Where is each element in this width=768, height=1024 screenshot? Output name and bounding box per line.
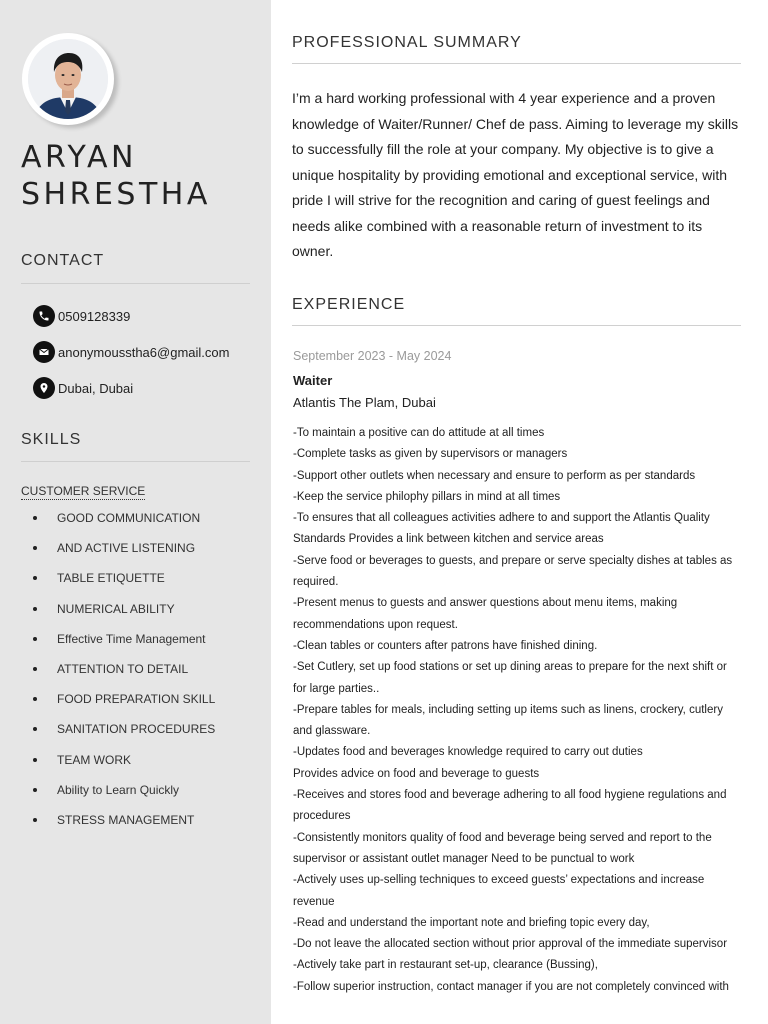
contact-divider	[21, 283, 250, 284]
map-pin-icon	[33, 377, 55, 399]
duty-line: -Do not leave the allocated section without prior approval of the immediate supervisor	[293, 938, 728, 951]
duty-line: -Complete tasks as given by supervisors or managers	[293, 448, 568, 461]
duty-line: -Clean tables or counters after patrons have finished dining.	[293, 639, 598, 652]
job-dates: September 2023 - May 2024	[293, 349, 452, 363]
duty-line: Standards Provides a link between kitchen and service areas	[293, 533, 604, 546]
duty-line: procedures	[293, 810, 351, 823]
location-text: Dubai, Dubai	[58, 380, 134, 396]
skills-list	[33, 503, 215, 835]
duty-line: -Keep the service philophy pillars in mind at all times	[293, 490, 561, 503]
skills-heading: SKILLS	[21, 431, 82, 448]
job-company: Atlantis The Plam, Dubai	[293, 395, 436, 410]
phone-text: 0509128339	[58, 308, 131, 324]
duty-line: -Follow superior instruction, contact manager if you are not completely convinced with	[293, 980, 729, 993]
duty-line: Provides advice on food and beverage to guests	[293, 767, 540, 780]
email-text[interactable]: anonymousstha6@gmail.com	[58, 344, 230, 360]
skill-item: Effective Time Management	[33, 624, 215, 654]
skill-item: Ability to Learn Quickly	[33, 775, 215, 805]
phone-icon	[33, 305, 55, 327]
duty-line: required.	[293, 576, 339, 589]
first-name: ARYAN	[21, 140, 137, 175]
duty-line: recommendations upon request.	[293, 618, 458, 631]
avatar	[28, 39, 108, 119]
contact-heading: CONTACT	[21, 252, 105, 269]
contact-phone	[33, 305, 130, 327]
duty-line: -Updates food and beverages knowledge required to carry out duties	[293, 746, 643, 759]
candidate-name	[21, 139, 211, 213]
experience-heading: EXPERIENCE	[292, 296, 406, 313]
duty-line: -Actively uses up-selling techniques to exceed guests’ expectations and increase	[293, 874, 705, 887]
skill-item: TEAM WORK	[33, 745, 215, 775]
duty-line: -Receives and stores food and beverage adhering to all food hygiene regulations and	[293, 789, 727, 802]
main-content	[271, 0, 768, 1024]
duty-line: for large parties..	[293, 682, 380, 695]
duty-line: and glassware.	[293, 725, 371, 738]
skill-item: AND ACTIVE LISTENING	[33, 533, 215, 563]
skills-category: CUSTOMER SERVICE	[21, 484, 146, 498]
duty-line: -Read and understand the important note and briefing topic every day,	[293, 916, 650, 929]
duty-line: -Actively take part in restaurant set-up, clearance (Bussing),	[293, 959, 598, 972]
skill-item: TABLE ETIQUETTE	[33, 563, 215, 593]
skill-item: NUMERICAL ABILITY	[33, 594, 215, 624]
duty-line: -Set Cutlery, set up food stations or set up dining areas to prepare for the next shift or	[293, 661, 727, 674]
experience-divider	[292, 325, 741, 326]
summary-text: I’m a hard working professional with 4 year experience and a proven knowledge of Waiter/Runner/ Chef de pass. Aiming to leverage my skills to successfully fill the role at your company. My objective is to give a unique hospitality by providing emotional and exceptional service, with pride I will strive for the recognition and caring of guest feelings and needs alike combined with a reasonable return of investment to its owner.	[292, 90, 739, 259]
duty-line: revenue	[293, 895, 335, 908]
avatar-frame	[22, 33, 124, 128]
duty-line: -Support other outlets when necessary and ensure to perform as per standards	[293, 469, 696, 482]
last-name: SHRESTHA	[21, 177, 211, 212]
skill-item: STRESS MANAGEMENT	[33, 805, 215, 835]
duty-line: -Prepare tables for meals, including setting up items such as linens, crockery, cutlery	[293, 703, 723, 716]
duty-line: -To ensures that all colleagues activities adhere to and support the Atlantis Quality	[293, 512, 710, 525]
skill-item: FOOD PREPARATION SKILL	[33, 684, 215, 714]
skill-item: GOOD COMMUNICATION	[33, 503, 215, 533]
summary-divider	[292, 63, 741, 64]
skill-item: SANITATION PROCEDURES	[33, 714, 215, 744]
envelope-icon	[33, 341, 55, 363]
duties-list	[293, 423, 745, 998]
duty-line: -Serve food or beverages to guests, and prepare or serve specialty dishes at tables as	[293, 554, 733, 567]
sidebar	[0, 0, 271, 1024]
profile-photo	[28, 39, 108, 119]
job-title: Waiter	[293, 373, 333, 388]
duty-line: supervisor or assistant outlet manager Need to be punctual to work	[293, 852, 635, 865]
duty-line: -To maintain a positive can do attitude at all times	[293, 427, 545, 439]
duty-line: -Present menus to guests and answer questions about menu items, making	[293, 597, 678, 610]
skills-divider	[21, 461, 250, 462]
contact-location	[33, 377, 133, 399]
duty-line: -Consistently monitors quality of food and beverage being served and report to the	[293, 831, 712, 844]
skill-item: ATTENTION TO DETAIL	[33, 654, 215, 684]
contact-email	[33, 341, 229, 363]
summary-heading: PROFESSIONAL SUMMARY	[292, 34, 522, 51]
